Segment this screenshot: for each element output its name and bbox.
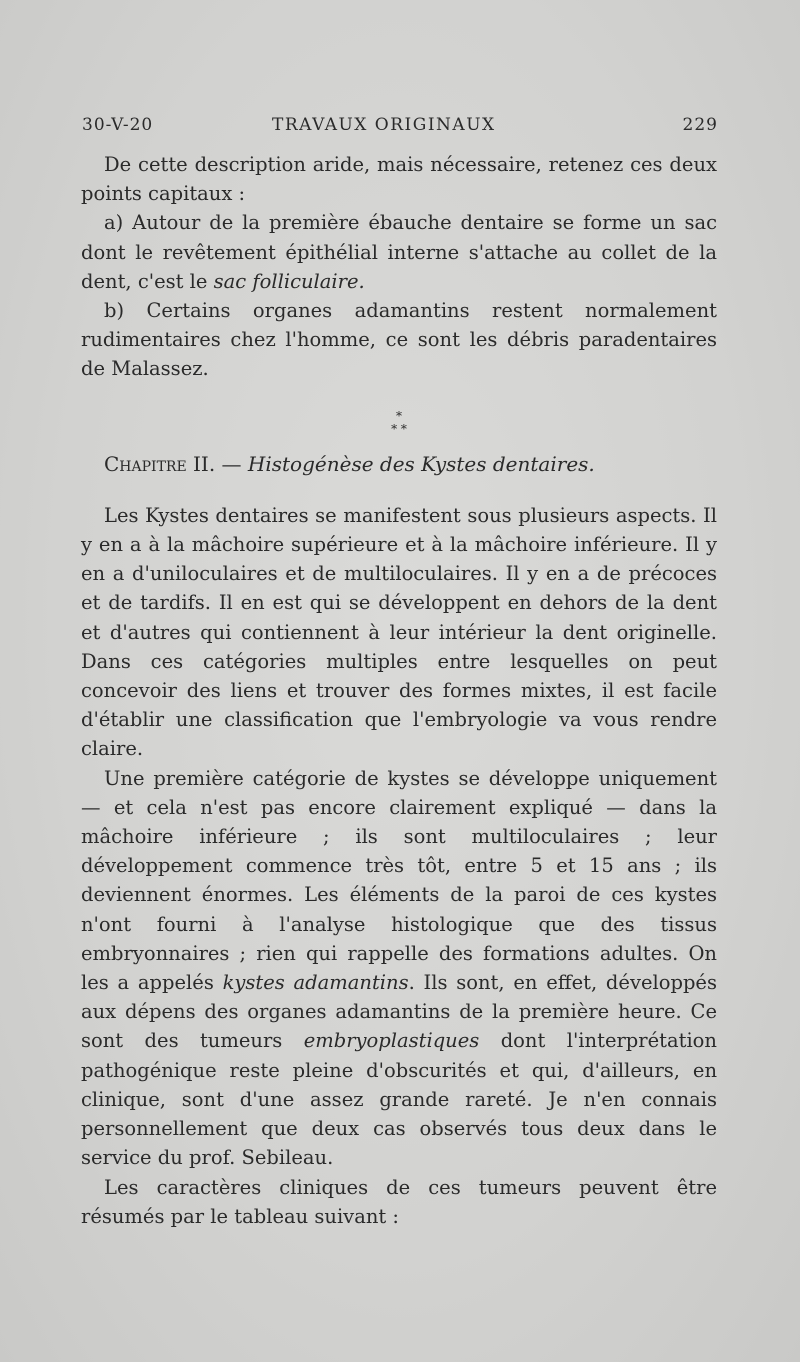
chapter-dash: — bbox=[215, 451, 248, 476]
page-number: 229 bbox=[682, 115, 718, 135]
body-paragraph-2 bbox=[81, 764, 717, 1173]
p2-text-c: dont l'interprétation pathogénique reste pleine d'obscurités et qui, d'ailleurs, en clinique, sont d'une assez grande rareté. Je n'en connais personnellement que deux cas observés tous deux dans le service du prof. Sebileau. bbox=[81, 1029, 717, 1170]
page-body bbox=[81, 150, 717, 1231]
running-title: TRAVAUX ORIGINAUX bbox=[272, 115, 496, 135]
point-a-text: a) Autour de la première ébauche dentaire se forme un sac dont le revêtement épithélial interne s'attache au collet de la dent, c'est le bbox=[81, 211, 717, 293]
page-header bbox=[82, 115, 722, 145]
point-b-paragraph: b) Certains organes adamantins restent normalement rudimentaires chez l'homme, ce sont les débris paradentaires de Malassez. bbox=[81, 299, 717, 381]
intro-paragraph: De cette description aride, mais nécessaire, retenez ces deux points capitaux : bbox=[81, 153, 717, 206]
chapter-title: Histogénèse des Kystes dentaires. bbox=[247, 451, 595, 476]
body-paragraph-3: Les caractères cliniques de ces tumeurs peuvent être résumés par le tableau suivant : bbox=[81, 1175, 717, 1228]
p2-text-b: . Ils sont, en effet, développés aux dépens des organes adamantins de la première heure. Ce sont des tumeurs bbox=[81, 971, 717, 1053]
point-a-term: sac folliculaire. bbox=[213, 269, 365, 293]
p2-text-a: Une première catégorie de kystes se développe uniquement — et cela n'est pas encore clairement expliqué — dans la mâchoire inférieure ; ils sont multiloculaires ; leur développement commence très tôt, entre 5 et 15 ans ; ils deviennent énormes. Les éléments de la paroi de ces kystes n'ont fourni à l'analyse histologique que des tissus embryonnaires ; rien qui rappelle des formations adultes. On les a appelés bbox=[81, 766, 717, 995]
section-separator bbox=[81, 410, 717, 436]
separator-star-top: * bbox=[396, 408, 402, 423]
chapter-label: Chapitre II. bbox=[104, 451, 216, 476]
point-a-paragraph bbox=[81, 208, 717, 296]
term-embryoplastiques: embryoplastiques bbox=[303, 1029, 480, 1053]
chapter-heading bbox=[81, 450, 717, 479]
term-kystes-adamantins: kystes adamantins bbox=[222, 971, 409, 995]
body-paragraph-1: Les Kystes dentaires se manifestent sous plusieurs aspects. Il y en a à la mâchoire supérieure et à la mâchoire inférieure. Il y en a d'uniloculaires et de multiloculaires. Il y en a de précoces et de tardifs. Il en est qui se développent en dehors de la dent et d'autres qui contiennent à leur intérieur la dent originelle. Dans ces catégories multiples entre lesquelles on peut concevoir des liens et trouver des formes mixtes, il est facile d'établir une classification que l'embryologie va vous rendre claire. bbox=[81, 503, 717, 761]
separator-stars-bottom: * * bbox=[391, 421, 407, 436]
header-date: 30-V-20 bbox=[82, 115, 154, 135]
